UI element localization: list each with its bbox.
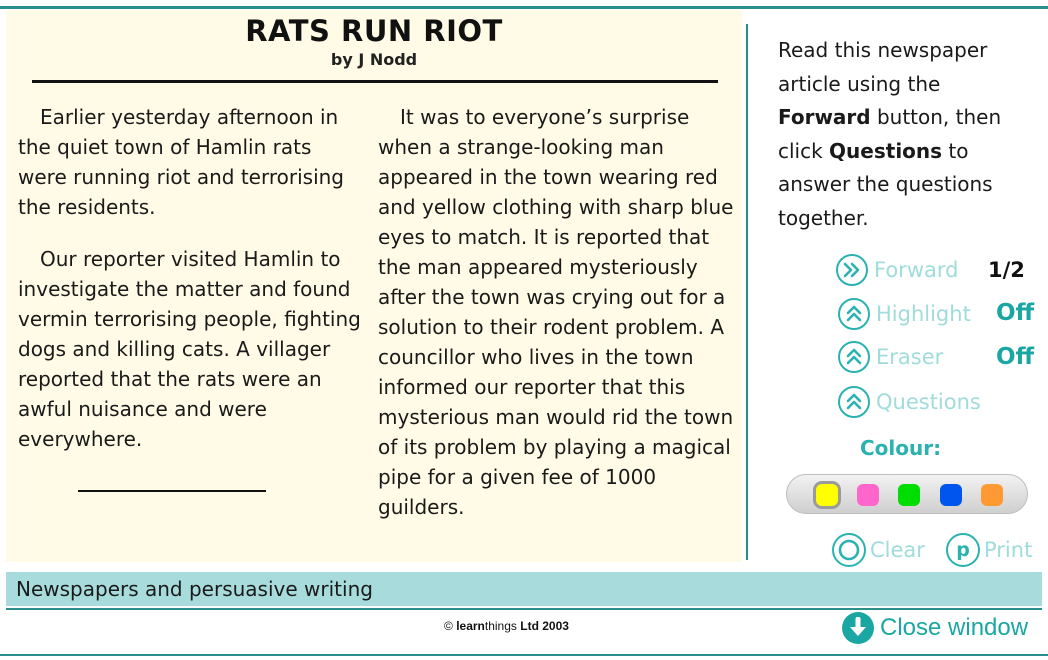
page-counter: 1/2	[988, 258, 1025, 282]
brand-rest: things	[484, 619, 517, 633]
copyright-suffix: Ltd 2003	[516, 619, 569, 633]
footer-rule	[6, 608, 1042, 610]
instructions-text: to answer the questions together.	[778, 138, 993, 230]
double-chevron-up-icon	[838, 298, 870, 330]
forward-label: Forward	[874, 258, 959, 282]
close-window-label: Close window	[880, 614, 1029, 641]
questions-button[interactable]	[838, 386, 981, 418]
eraser-label: Eraser	[876, 345, 944, 369]
colour-palette	[786, 474, 1028, 514]
article-column-2	[378, 102, 740, 544]
article-title: RATS RUN RIOT	[245, 14, 503, 48]
headline-rule	[32, 80, 718, 83]
questions-label: Questions	[876, 390, 981, 414]
p-circle-icon: p	[946, 533, 980, 567]
clear-label: Clear	[870, 538, 925, 562]
article-byline: by J Nodd	[330, 50, 418, 69]
footer-band	[6, 572, 1042, 606]
colour-swatch-green[interactable]	[898, 484, 920, 506]
down-arrow-circle-icon	[842, 612, 874, 644]
forward-button[interactable]	[836, 254, 958, 286]
double-chevron-right-icon	[836, 254, 868, 286]
double-chevron-up-icon	[838, 341, 870, 373]
close-window-button[interactable]	[842, 612, 1028, 644]
colour-swatch-yellow[interactable]	[816, 484, 838, 506]
paragraph: It was to everyone’s surprise when a strange-looking man appeared in the town wearing red and yellow clothing with sharp blue eyes to match. It is reported that the man appeared mysteriously after the town was crying out for a solution to their rodent problem. A councillor who lives in the town informed our reporter that this mysterious man would rid the town of its problem by playing a magical pipe for a given fee of 1000 guilders.	[378, 105, 734, 519]
print-label: Print	[984, 538, 1033, 562]
ring-icon	[832, 533, 866, 567]
colour-label: Colour:	[860, 436, 942, 460]
print-button[interactable]	[946, 533, 1032, 567]
article-column-1	[18, 102, 363, 476]
paragraph: Earlier yesterday afternoon in the quiet town of Hamlin rats were running riot and terrorising the residents.	[18, 105, 345, 219]
section-title: Newspapers and persuasive writing	[16, 577, 373, 601]
section-end-rule	[78, 490, 266, 492]
highlight-label: Highlight	[876, 302, 971, 326]
eraser-button[interactable]	[838, 341, 943, 373]
clear-button[interactable]	[832, 533, 925, 567]
highlight-button[interactable]	[838, 298, 971, 330]
panel-divider	[746, 24, 748, 560]
double-chevron-up-icon	[838, 386, 870, 418]
copyright-symbol: ©	[444, 619, 457, 633]
instructions-questions: Questions	[829, 138, 943, 163]
instructions-forward: Forward	[778, 105, 871, 129]
brand-bold: learn	[456, 619, 485, 633]
eraser-status: Off	[996, 344, 1035, 370]
colour-swatch-blue[interactable]	[940, 484, 962, 506]
colour-swatch-pink[interactable]	[857, 484, 879, 506]
instructions-text: Read this newspaper article using the	[778, 38, 988, 96]
instructions	[778, 34, 1028, 235]
bottom-rule	[0, 654, 1048, 656]
article-panel	[6, 10, 742, 562]
top-rule	[0, 6, 1048, 9]
colour-swatch-orange[interactable]	[981, 484, 1003, 506]
instructions-text: button, then click	[778, 105, 1002, 163]
highlight-status: Off	[996, 300, 1035, 326]
copyright	[444, 619, 569, 633]
paragraph: Our reporter visited Hamlin to investigate the matter and found vermin terrorising people, fighting dogs and killing cats. A villager reported that the rats were an awful nuisance and were everywhere.	[18, 247, 361, 451]
